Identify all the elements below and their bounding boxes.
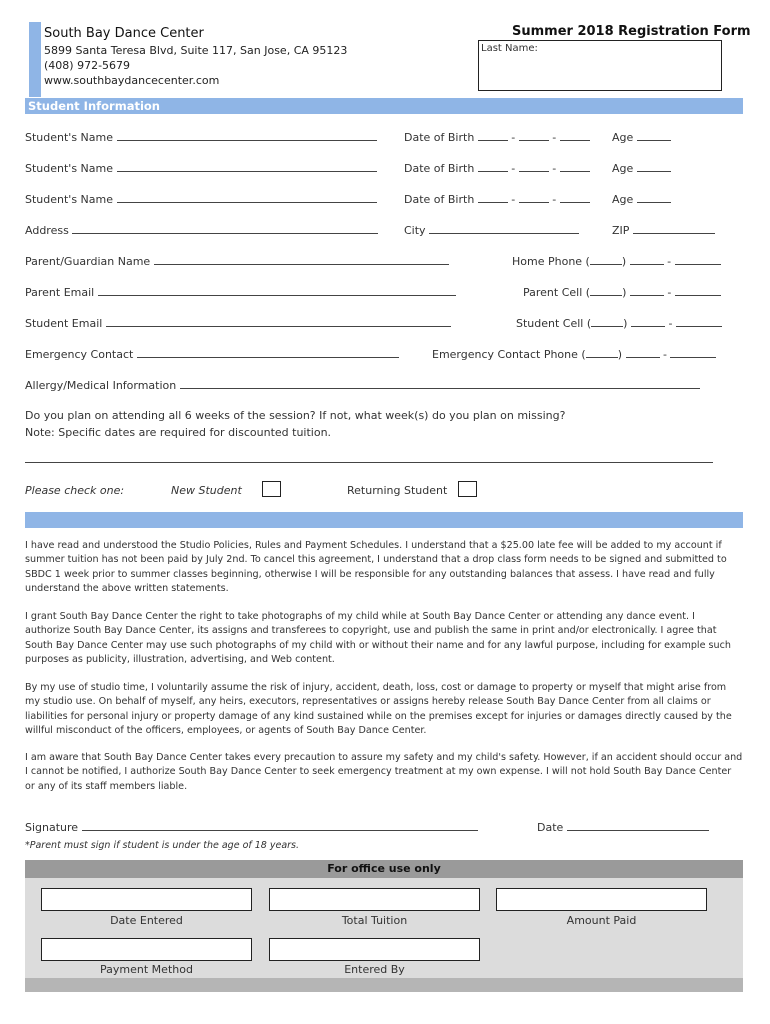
zip-row[interactable]	[612, 223, 715, 237]
dob-month[interactable]	[478, 130, 508, 141]
date-entered-box[interactable]	[41, 888, 252, 911]
entered-by-box[interactable]	[269, 938, 480, 961]
parent-email-row[interactable]	[25, 285, 456, 299]
address-line[interactable]	[72, 223, 378, 234]
area-code[interactable]	[590, 285, 622, 296]
office-use-title: For office use only	[327, 862, 441, 875]
new-student-checkbox[interactable]	[262, 481, 281, 497]
dob-row-2[interactable]: Date of Birth - -	[404, 161, 590, 175]
office-footer-bar	[25, 978, 743, 992]
payment-method-label: Payment Method	[100, 963, 193, 976]
date-label: Date	[537, 821, 564, 834]
attendance-answer-line[interactable]	[25, 452, 713, 463]
attendance-note: Note: Specific dates are required for discounted tuition.	[25, 426, 332, 439]
last-name-label: Last Name:	[481, 43, 538, 54]
dob-year[interactable]	[560, 130, 590, 141]
allergy-row[interactable]	[25, 378, 700, 392]
emergency-contact-line[interactable]	[137, 347, 399, 358]
parent-name-label: Parent/Guardian Name	[25, 255, 151, 268]
student-cell-row[interactable]: Student Cell ( ) -	[516, 316, 722, 330]
emergency-phone-row[interactable]: Emergency Contact Phone ( ) -	[432, 347, 716, 361]
student-section-title: Student Information	[28, 99, 160, 113]
dob-row-3[interactable]: Date of Birth - -	[404, 192, 590, 206]
student-name-label: Student's Name	[25, 193, 114, 206]
student-name-label: Student's Name	[25, 131, 114, 144]
policy-paragraph: I have read and understood the Studio Policies, Rules and Payment Schedules. I understand that a $25.00 late fee will be added to my account if summer tuition has not been paid by July 2nd. To cancel this agreement, I understand that a drop class form needs to be signed and submitted to SBDC 1 week prior to summer classes beginning, otherwise I will be responsible for any outstanding balances that assess. I have read and fully understand the above written statements.	[25, 540, 727, 594]
age-row-3[interactable]	[612, 192, 671, 206]
dob-day[interactable]	[519, 161, 549, 172]
dob-day[interactable]	[519, 130, 549, 141]
address-row[interactable]	[25, 223, 378, 237]
total-tuition-box[interactable]	[269, 888, 480, 911]
dob-year[interactable]	[560, 161, 590, 172]
photo-release-paragraph: I grant South Bay Dance Center the right to take photographs of my child while at South Bay Dance Center or attending any dance event. I authorize South Bay Dance Center, its assigns and transferees to copyright, use and publish the same in print and/or electronically. I agree that South Bay Dance Center may use such photographs of my child with or without their name and for any lawful purpose, including for example such purposes as publicity, illustration, advertising, and Web content.	[25, 611, 731, 665]
allergy-line[interactable]	[180, 378, 700, 389]
student-name-line[interactable]	[117, 161, 377, 172]
zip-line[interactable]	[633, 223, 715, 234]
form-title: Summer 2018 Registration Form	[512, 24, 751, 39]
phone-suffix[interactable]	[670, 347, 716, 358]
org-website[interactable]: www.southbaydancecenter.com	[44, 74, 220, 87]
org-address: 5899 Santa Teresa Blvd, Suite 117, San Jose, CA 95123	[44, 44, 348, 57]
returning-student-label: Returning Student	[347, 484, 448, 497]
area-code[interactable]	[590, 254, 622, 265]
address-label: Address	[25, 224, 69, 237]
dob-day[interactable]	[519, 192, 549, 203]
dob-label: Date of Birth	[404, 162, 475, 175]
parent-name-line[interactable]	[154, 254, 449, 265]
student-name-row-2[interactable]	[25, 161, 377, 175]
city-line[interactable]	[429, 223, 579, 234]
liability-paragraph: By my use of studio time, I voluntarily assume the risk of injury, accident, death, loss, cost or damage to property or myself that might arise from my studio use. On behalf of myself, any heirs, executors, representatives or assigns hereby release South Bay Dance Center from all claims or liabilities for personal injury or property damage of any kind sustained while on the premises except for injuries or damages directly caused by the willful misconduct of the officers, employees, or agents of South Bay Dance Center.	[25, 682, 732, 736]
date-line[interactable]	[567, 820, 709, 831]
parent-cell-row[interactable]: Parent Cell ( ) -	[523, 285, 721, 299]
home-phone-label: Home Phone	[512, 255, 583, 268]
dob-row-1[interactable]: Date of Birth - -	[404, 130, 590, 144]
zip-label: ZIP	[612, 224, 630, 237]
age-label: Age	[612, 193, 634, 206]
parent-email-line[interactable]	[98, 285, 456, 296]
signature-label: Signature	[25, 821, 79, 834]
phone-prefix[interactable]	[630, 254, 664, 265]
payment-method-box[interactable]	[41, 938, 252, 961]
student-name-row-1[interactable]	[25, 130, 377, 144]
area-code[interactable]	[591, 316, 623, 327]
parent-name-row[interactable]	[25, 254, 449, 268]
signature-note: *Parent must sign if student is under the age of 18 years.	[25, 840, 300, 851]
dob-label: Date of Birth	[404, 131, 475, 144]
age-label: Age	[612, 131, 634, 144]
age-line[interactable]	[637, 161, 671, 172]
parent-cell-label: Parent Cell	[523, 286, 583, 299]
emergency-contact-label: Emergency Contact	[25, 348, 134, 361]
student-name-line[interactable]	[117, 130, 377, 141]
age-row-1[interactable]	[612, 130, 671, 144]
parent-email-label: Parent Email	[25, 286, 95, 299]
phone-prefix[interactable]	[631, 316, 665, 327]
student-email-label: Student Email	[25, 317, 103, 330]
phone-suffix[interactable]	[675, 254, 721, 265]
age-label: Age	[612, 162, 634, 175]
signature-row[interactable]	[25, 820, 478, 834]
age-line[interactable]	[637, 192, 671, 203]
dob-month[interactable]	[478, 192, 508, 203]
date-row[interactable]	[537, 820, 709, 834]
phone-prefix[interactable]	[630, 285, 664, 296]
dob-year[interactable]	[560, 192, 590, 203]
home-phone-row[interactable]: Home Phone ( ) -	[512, 254, 721, 268]
student-name-row-3[interactable]	[25, 192, 377, 206]
new-student-label: New Student	[171, 484, 242, 497]
returning-student-checkbox[interactable]	[458, 481, 477, 497]
total-tuition-label: Total Tuition	[341, 914, 408, 927]
student-email-line[interactable]	[106, 316, 451, 327]
amount-paid-box[interactable]	[496, 888, 707, 911]
phone-suffix[interactable]	[675, 285, 721, 296]
emergency-phone-label: Emergency Contact Phone	[432, 348, 578, 361]
check-prompt: Please check one:	[25, 484, 125, 497]
city-label: City	[404, 224, 426, 237]
city-row[interactable]	[404, 223, 579, 237]
student-name-label: Student's Name	[25, 162, 114, 175]
age-line[interactable]	[637, 130, 671, 141]
phone-suffix[interactable]	[676, 316, 722, 327]
phone-prefix[interactable]	[626, 347, 660, 358]
org-name: South Bay Dance Center	[44, 26, 204, 41]
date-entered-label: Date Entered	[110, 914, 183, 927]
student-cell-label: Student Cell	[516, 317, 584, 330]
student-email-row[interactable]	[25, 316, 451, 330]
emergency-contact-row[interactable]	[25, 347, 399, 361]
header-accent-bar	[29, 22, 41, 97]
area-code[interactable]	[586, 347, 618, 358]
signature-line[interactable]	[82, 820, 478, 831]
student-name-line[interactable]	[117, 192, 377, 203]
entered-by-label: Entered By	[344, 963, 405, 976]
emergency-paragraph: I am aware that South Bay Dance Center takes every precaution to assure my safety and my child's safety. However, if an accident should occur and I cannot be notified, I authorize South Bay Dance Center to seek emergency treatment at my own expense. I will not hold South Bay Dance Center or any of its staff members liable.	[25, 752, 743, 792]
allergy-label: Allergy/Medical Information	[25, 379, 177, 392]
dob-month[interactable]	[478, 161, 508, 172]
policies-section-bar	[25, 512, 743, 528]
org-phone: (408) 972-5679	[44, 59, 131, 72]
age-row-2[interactable]	[612, 161, 671, 175]
dob-label: Date of Birth	[404, 193, 475, 206]
amount-paid-label: Amount Paid	[566, 914, 637, 927]
attendance-question: Do you plan on attending all 6 weeks of the session? If not, what week(s) do you plan on missing?	[25, 409, 566, 422]
